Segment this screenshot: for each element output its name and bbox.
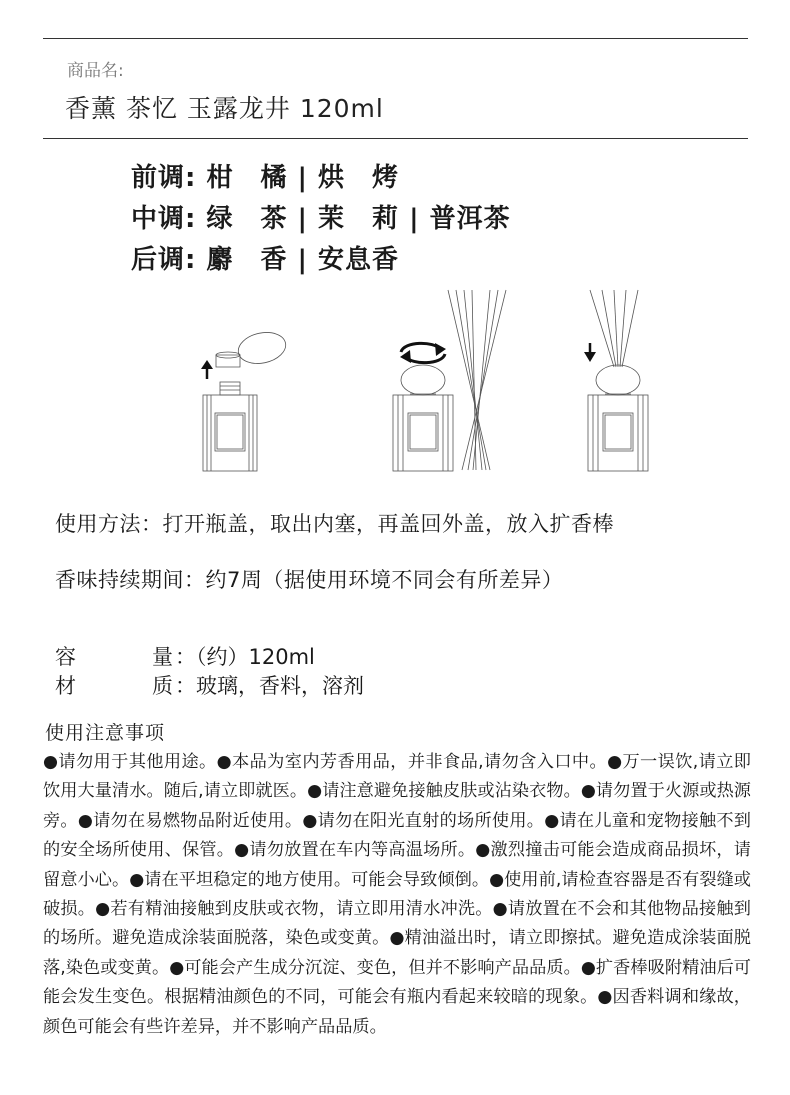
cautions-body: ●请勿用于其他用途。●本品为室内芳香用品，并非食品,请勿含入口中。●万一误饮,请立即饮用大量清水。随后,请立即就医。●请注意避免接触皮肤或沾染衣物。●请勿置于火源或热源旁。●请勿在易燃物品附近使用。●请勿在阳光直射的场所使用。●请在儿童和宠物接触不到的安全场所使用、保管。●请勿放置在车内等高温场所。●激烈撞击可能会造成商品损坏，请留意小心。●请在平坦稳定的地方使用。可能会导致倾倒。●使用前,请检查容器是否有裂缝或破损。●若有精油接触到皮肤或衣物，请立即用清水冲洗。●请放置在不会和其他物品接触到的场所。避免造成涂装面脱落，染色或变黄。●精油溢出时，请立即擦拭。避免造成涂装面脱落,染色或变黄。●可能会产生成分沉淀、变色，但并不影响产品品质。●扩香棒吸附精油后可能会发生变色。根据精油颜色的不同，可能会有瓶内看起来较暗的现象。●因香料调和缘故，颜色可能会有些许差异，并不影响产品品质。 (43, 752, 751, 1037)
fragrance-duration: 香味持续期间：约7周（据使用环境不同会有所差异） (55, 568, 564, 592)
spec-capacity-value: ：（约）120ml (175, 645, 315, 669)
spec-material-value: ：玻璃，香料，溶剂 (175, 674, 364, 698)
product-name: 香薰 茶忆 玉露龙井 120ml (65, 94, 384, 123)
spec-capacity-key-2: 量 (152, 645, 173, 669)
fragrance-notes (131, 158, 511, 281)
step-open-cap-illustration (203, 328, 289, 471)
usage-instructions: 使用方法：打开瓶盖，取出内塞，再盖回外盖，放入扩香棒 (55, 512, 614, 536)
top-divider (43, 38, 748, 39)
spec-capacity-key-1: 容 (55, 645, 76, 669)
usage-illustrations (190, 285, 670, 475)
usage-steps-drawing (190, 285, 670, 475)
spec-material-key-1: 材 (55, 674, 76, 698)
top-note: 前调: 柑 橘 | 烘 烤 (131, 163, 400, 193)
middle-note: 中调: 绿 茶 | 茉 莉 | 普洱茶 (131, 204, 511, 234)
base-note: 后调: 麝 香 | 安息香 (131, 245, 400, 275)
spec-material-key-2: 质 (152, 674, 173, 698)
header-divider (43, 138, 748, 139)
product-name-label: 商品名: (67, 61, 124, 81)
step-insert-reeds-illustration (588, 290, 648, 471)
step-remove-stopper-illustration (393, 290, 506, 471)
cautions-title: 使用注意事项 (45, 722, 166, 744)
